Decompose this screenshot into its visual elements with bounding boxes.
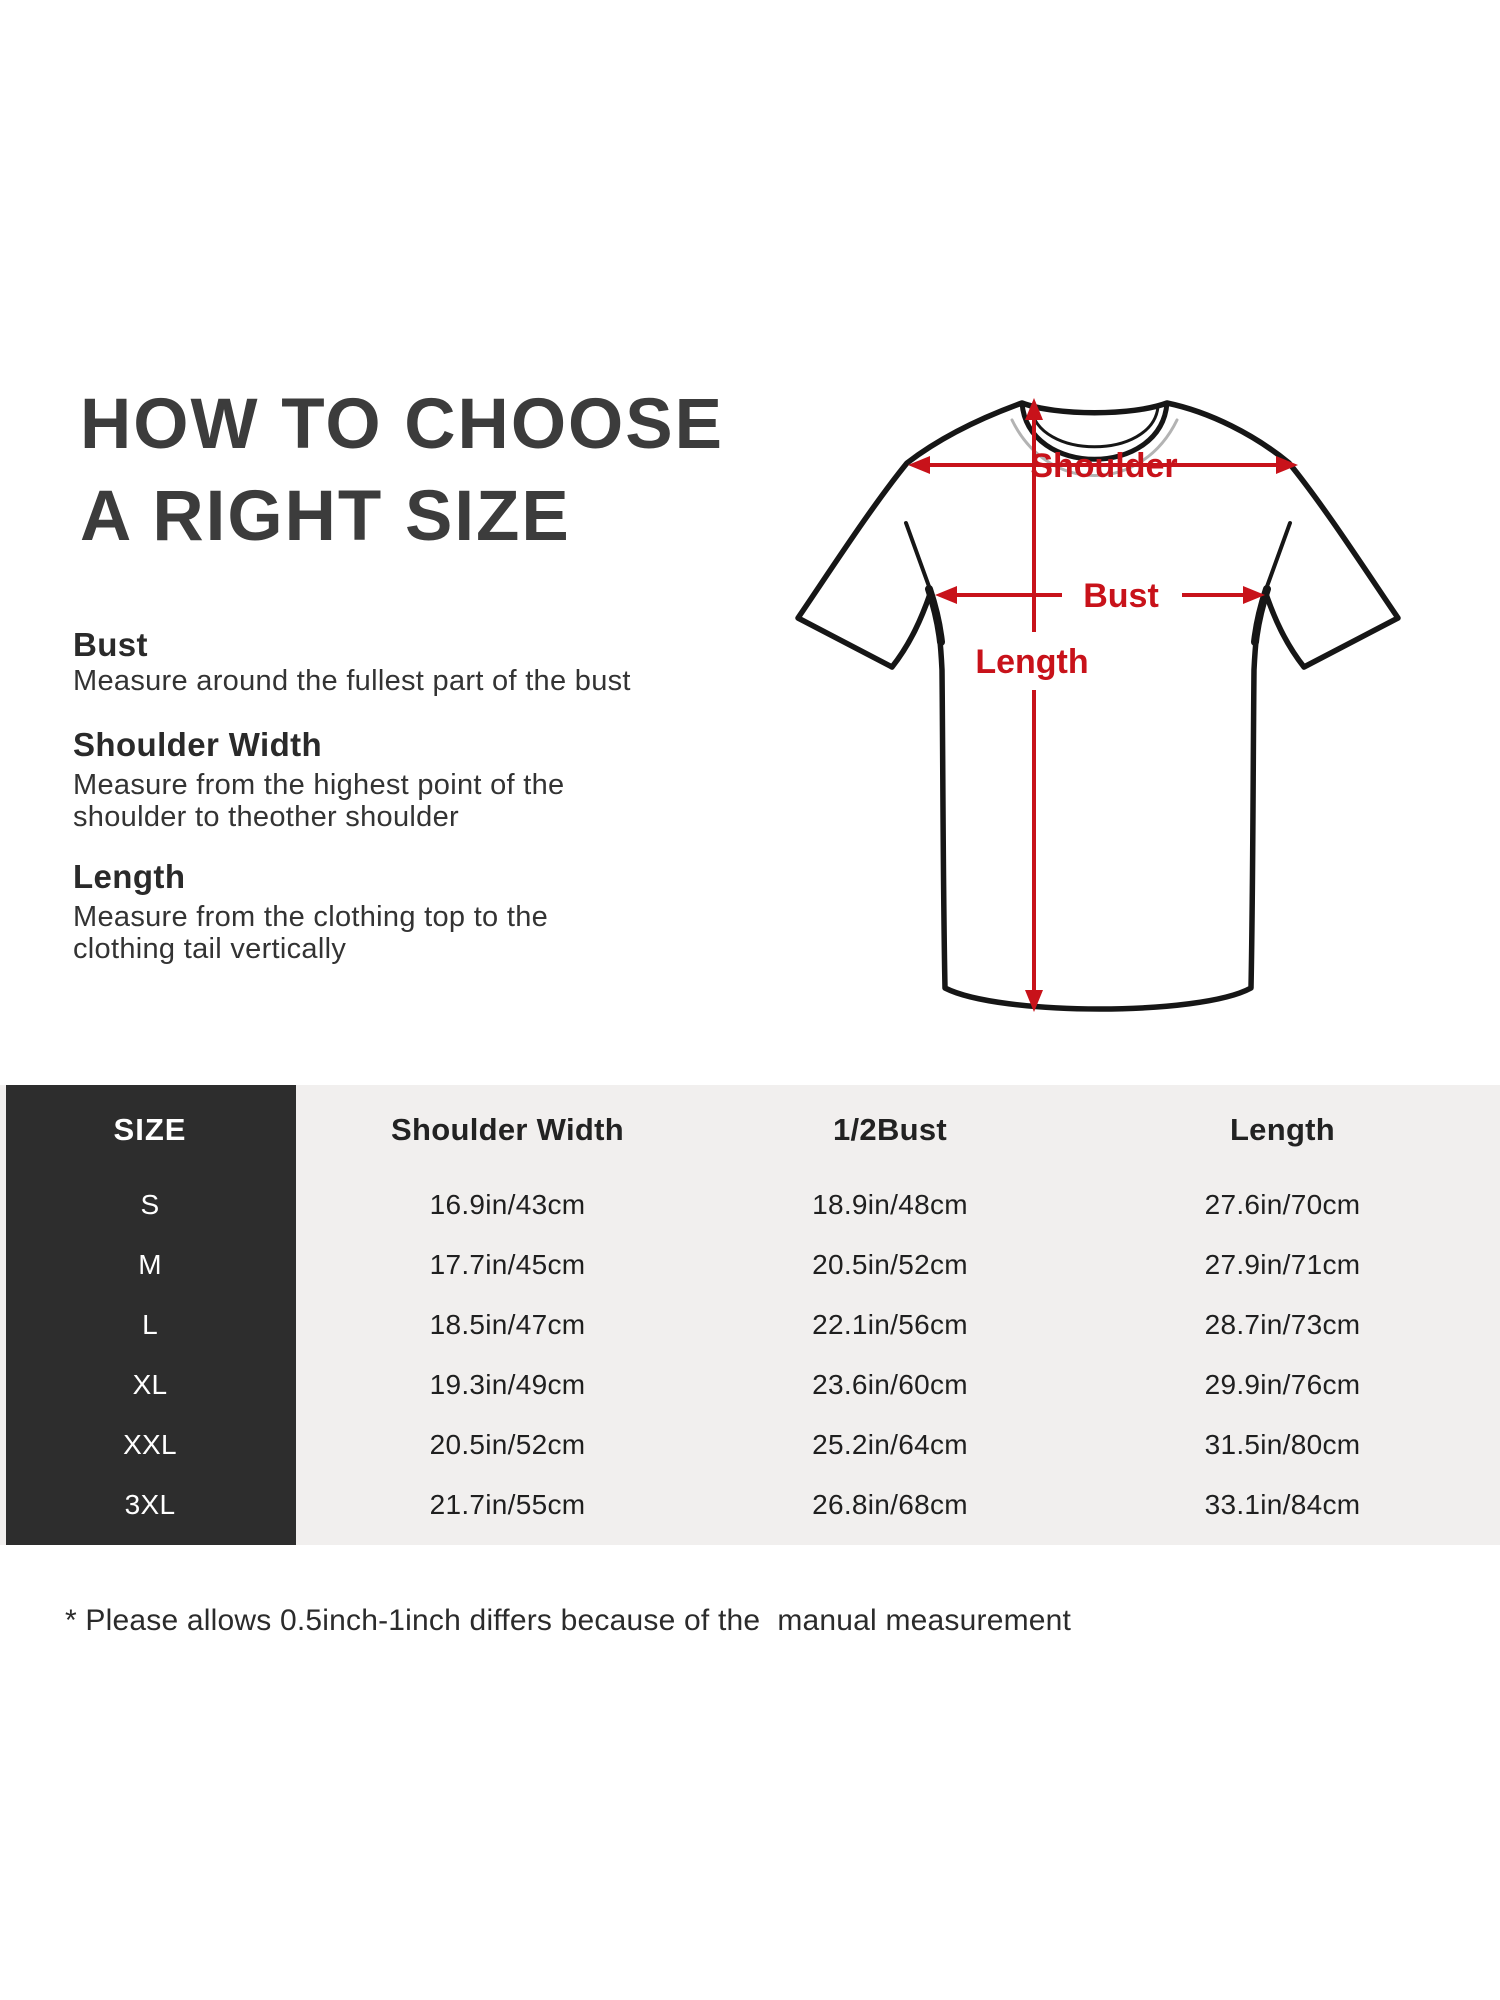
table-row-l-size: L [142,1309,158,1340]
length-arrow-label: Length [975,643,1089,681]
table-header-shoulder-width: Shoulder Width [391,1112,624,1147]
table-row-xxl-bust: 25.2in/64cm [812,1429,968,1460]
guide-definition-length: Measure from the clothing top to the clothing tail vertically [73,901,549,965]
table-row-s-bust: 18.9in/48cm [812,1189,968,1220]
page-title [80,379,724,563]
table-row-s-shoulder: 16.9in/43cm [429,1189,586,1220]
page-title-line1: HOW TO CHOOSE [80,385,724,464]
table-header-size: SIZE [113,1112,187,1147]
guide-definition-shoulder-width: Measure from the highest point of the shoulder to theother shoulder [73,769,565,833]
table-row-l-length: 28.7in/73cm [1204,1309,1361,1340]
table-row-s-length: 27.6in/70cm [1204,1189,1361,1220]
table-row-m-size: M [138,1249,162,1280]
table-row-xxl-size: XXL [123,1429,177,1460]
table-row-xl-bust: 23.6in/60cm [812,1369,968,1400]
table-row-xxl-length: 31.5in/80cm [1204,1429,1361,1460]
table-row-m-length: 27.9in/71cm [1204,1249,1361,1280]
table-header-half-bust: 1/2Bust [832,1112,948,1147]
table-row-l-shoulder: 18.5in/47cm [429,1309,586,1340]
table-row-xl-length: 29.9in/76cm [1204,1369,1361,1400]
bust-arrow-label: Bust [1083,577,1159,615]
guide-term-length: Length [73,858,186,895]
table-row-3xl-length: 33.1in/84cm [1204,1489,1361,1520]
size-table [0,1085,1500,1545]
guide-term-bust: Bust [73,626,148,663]
table-row-xl-size: XL [132,1369,168,1400]
tshirt-outline [798,403,1398,1009]
size-table-grid [0,1085,1500,1545]
table-row-xl-shoulder: 19.3in/49cm [429,1369,586,1400]
guide-definition-bust: Measure around the fullest part of the bust [73,665,631,697]
guide-term-shoulder-width: Shoulder Width [73,726,323,763]
table-row-s-size: S [140,1189,160,1220]
shoulder-arrow-label: Shoulder [1030,447,1178,485]
table-row-m-bust: 20.5in/52cm [812,1249,968,1280]
table-row-xxl-shoulder: 20.5in/52cm [429,1429,586,1460]
page-title-line2: A RIGHT SIZE [80,477,571,556]
tshirt-measurement-diagram [760,370,1420,1020]
table-row-m-shoulder: 17.7in/45cm [429,1249,586,1280]
table-row-3xl-bust: 26.8in/68cm [812,1489,968,1520]
table-row-3xl-size: 3XL [124,1489,176,1520]
table-row-l-bust: 22.1in/56cm [812,1309,968,1340]
measurement-disclaimer: * Please allows 0.5inch-1inch differs because of the manual measurement [65,1604,1072,1637]
table-header-length: Length [1229,1112,1336,1147]
table-row-3xl-shoulder: 21.7in/55cm [429,1489,586,1520]
